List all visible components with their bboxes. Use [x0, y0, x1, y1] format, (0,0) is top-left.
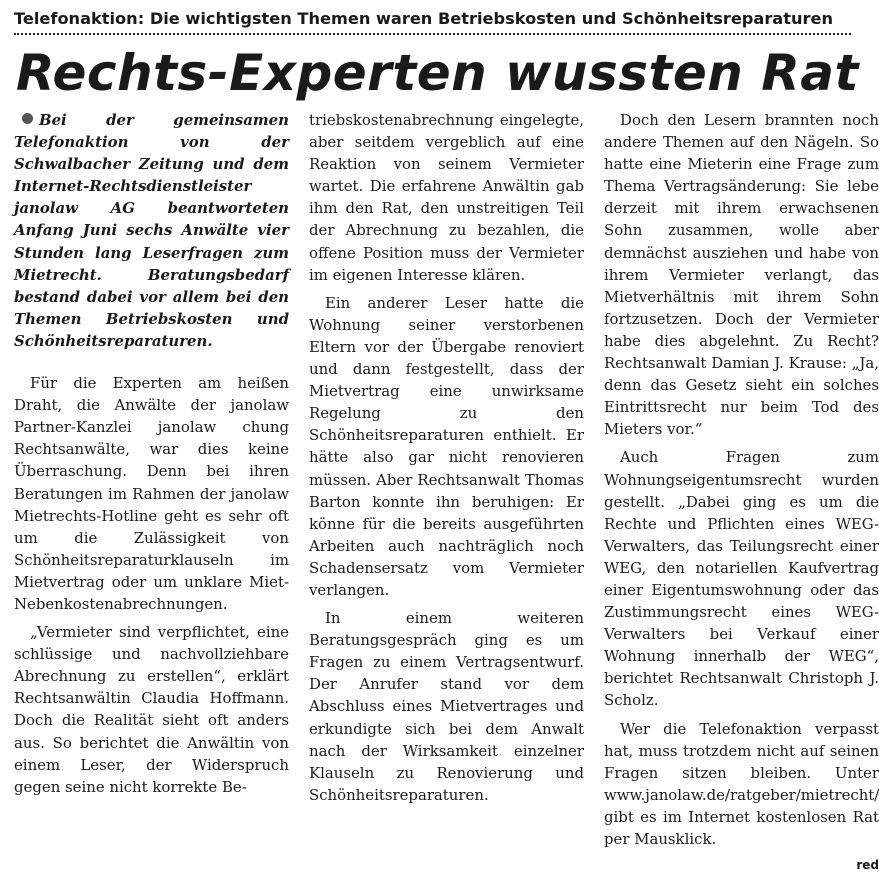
paragraph: In einem weiteren Beratungsgespräch ging es um Fragen zu einem Vertragsentwurf. Der Anrufer stand vor dem Abschluss eines Mietvertrages und erkundigte sich bei dem Anwalt nach der Wirksamkeit einzelner Klauseln zu Renovierung und Schönheitsreparaturen.	[309, 609, 584, 804]
column-3	[604, 109, 879, 876]
lead-text: Bei der gemeinsamen Telefonaktion von der Schwalbacher Zeitung und dem Internet-Rechtsdienstleister janolaw AG beantworteten Anfang Juni sechs Anwälte vier Stunden lang Leserfragen zum Mietrecht. Beratungsbedarf bestand dabei vor allem bei den Themen Betriebskosten und Schönheitsreparaturen.	[14, 111, 289, 350]
paragraph: Wer die Telefonaktion verpasst hat, muss trotzdem nicht auf seinen Fragen sitzen bleiben. Unter www.janolaw.de/ratgeber/mietrecht/ gibt es im Internet kostenlosen Rat per Mausklick.	[604, 719, 879, 848]
bullet-icon	[22, 113, 33, 124]
paragraph: Für die Experten am heißen Draht, die Anwälte der janolaw Partner-Kanzlei janolaw chung Rechtsanwälte, war dies keine Überraschung. Denn bei ihren Beratungen im Rahmen der janolaw Mietrechts-Hotline geht es sehr oft um die Zulässigkeit von Schönheitsreparaturklauseln im Mietvertrag oder um unklare Miet-Nebenkostenabrechnungen.	[14, 374, 289, 613]
paragraph: „Vermieter sind verpflichtet, eine schlüssige und nachvollziehbare Abrechnung zu erstellen“, erklärt Rechtsanwältin Claudia Hoffmann. Doch die Realität sieht oft anders aus. So berichtet die Anwältin von einem Leser, der Widerspruch gegen seine nicht korrekte Be-	[14, 623, 289, 796]
article-lead	[14, 109, 289, 352]
paragraph: Ein anderer Leser hatte die Wohnung seiner verstorbenen Eltern vor der Übergabe renoviert und dann festgestellt, dass der Mietvertrag eine unwirksame Regelung zu den Schönheitsreparaturen enthielt. Er hätte also gar nicht renovieren müssen. Aber Rechtsanwalt Thomas Barton konnte ihn beruhigen: Er könne für die bereits ausgeführten Arbeiten auch nachträglich noch Schadensersatz vom Vermieter verlangen.	[309, 293, 584, 599]
article-kicker: Telefonaktion: Die wichtigsten Themen waren Betriebskosten und Schönheitsreparaturen	[14, 8, 851, 35]
paragraph: Auch Fragen zum Wohnungseigentumsrecht wurden gestellt. „Dabei ging es um die Rechte und Pflichten eines WEG-Verwalters, das Teilungsrecht einer WEG, den notariellen Kaufvertrag einer Eigentumswohnung oder das Zustimmungsrecht eines WEG-Verwalters bei Verkauf einer Wohnung innerhalb der WEG“, berichtet Rechtsanwalt Christoph J. Scholz.	[604, 448, 879, 710]
author-signature: red	[856, 858, 879, 873]
article-headline: Rechts-Experten wussten Rat	[16, 44, 859, 102]
paragraph: Doch den Lesern brannten noch andere Themen auf den Nägeln. So hatte eine Mieterin eine Frage zum Thema Vertragsänderung: Sie lebe derzeit mit ihrem erwachsenen Sohn zusammen, wolle aber demnächst ausziehen und habe von ihrem Vermieter verlangt, das Mietverhältnis mit ihrem Sohn fortzusetzen. Doch der Vermieter habe dies abgelehnt. Zu Recht? Rechtsanwalt Damian J. Krause: „Ja, denn das Gesetz sieht ein solches Eintrittsrecht nur beim Tod des Mieters vor.“	[604, 111, 879, 439]
column-1	[14, 109, 289, 876]
article-columns	[14, 109, 879, 876]
column-2	[309, 109, 584, 876]
paragraph: triebskostenabrechnung eingelegte, aber seitdem vergeblich auf eine Reaktion von seinem Vermieter wartet. Die erfahrene Anwältin gab ihm den Rat, den unstreitigen Teil der Abrechnung zu bezahlen, die offene Position muss der Vermieter im eigenen Interesse klären.	[309, 111, 584, 284]
